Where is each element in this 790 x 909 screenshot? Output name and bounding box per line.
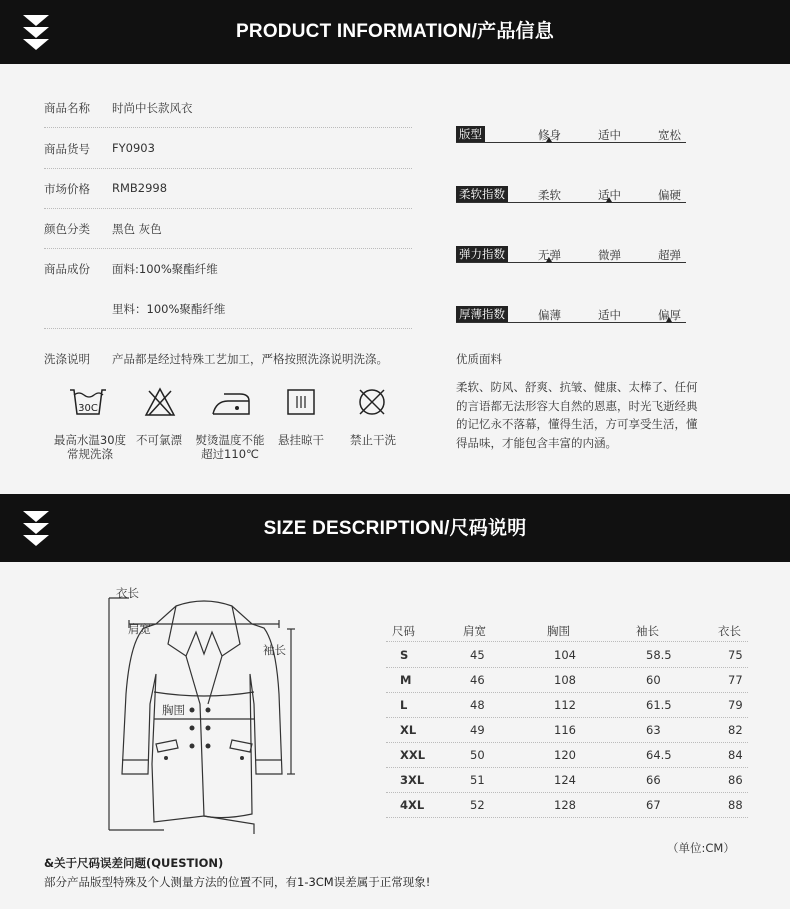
size-value-cell: 124 [554,773,576,787]
attr-label: 商品名称 [44,101,90,115]
scale-option: 偏薄 [538,308,561,322]
scale-option: 柔软 [538,188,561,202]
attr-label: 颜色分类 [44,222,90,236]
wash-text: 产品都是经过特殊工艺加工，严格按照洗涤说明洗涤。 [112,352,388,366]
fabric-description: 柔软、防风、舒爽、抗皱、健康、太棒了、任何的言语都无法形容大自然的恩惠，时光飞逝经典的记忆永不落幕，懂得生活，方可享受生活，懂得品味，才能包含丰富的内涵。 [456,380,698,450]
attr-value: RMB2998 [112,181,168,195]
size-header-cell: 尺码 [392,624,415,638]
size-value-cell: 112 [554,698,576,712]
scale-option: 偏厚 [658,308,681,322]
attr-value: 时尚中长款风衣 [112,101,193,115]
scale-option: 超弹 [658,248,681,262]
size-value-cell: 116 [554,723,576,737]
size-value-cell: 49 [470,723,485,737]
size-label-cell: M [400,673,412,687]
scale-option: 适中 [598,128,621,142]
size-value-cell: 63 [646,723,661,737]
notes-text: 部分产品版型特殊及个人测量方法的位置不同，有1-3CM误差属于正常现象! [44,875,431,889]
length-label: 衣长 [116,586,139,600]
section-title: SIZE DESCRIPTION/尺码说明 [263,518,527,539]
size-value-cell: 86 [728,773,743,787]
care-label-hang: 悬挂晾干 [278,433,324,447]
size-value-cell: 84 [728,748,743,762]
unit-note: （单位:CM） [667,841,735,855]
attr-label: 商品成份 [44,262,90,276]
size-header-cell: 衣长 [718,624,741,638]
size-value-cell: 45 [470,648,485,662]
attr-value: 黑色 灰色 [112,222,162,236]
attr-label: 商品货号 [44,142,90,156]
attr-value: FY0903 [112,141,155,155]
row-divider [386,767,748,768]
size-value-cell: 51 [470,773,485,787]
wash-temp-text: 30C [78,403,98,414]
size-header-cell: 肩宽 [463,624,486,638]
row-divider [44,248,412,249]
sleeve-label: 袖长 [263,643,286,657]
row-divider [386,717,748,718]
size-header-cell: 胸围 [547,624,570,638]
size-label-cell: 4XL [400,798,425,812]
scale-option: 修身 [538,128,561,142]
row-divider [386,641,748,642]
scale-selected-marker [606,197,612,202]
scale-line [456,202,686,203]
notes-title: &关于尺码误差问题(QUESTION) [44,856,224,870]
size-label-cell: L [400,698,408,712]
size-value-cell: 104 [554,648,576,662]
care-label-bleach: 不可氯漂 [136,433,182,447]
wash-30-icon [68,386,108,418]
scale-name: 厚薄指数 [456,306,508,322]
size-value-cell: 66 [646,773,661,787]
scale-selected-marker [666,317,672,322]
size-label-cell: S [400,648,409,662]
attr-value: 面料:100%聚酯纤维 [112,262,218,276]
product-info-banner [0,0,790,64]
scale-name: 弹力指数 [456,246,508,262]
care-label-wash: 最高水温30度 常规洗涤 [53,433,127,461]
row-divider [386,742,748,743]
scale-option: 适中 [598,308,621,322]
shoulder-label: 肩宽 [128,622,151,636]
scale-option: 宽松 [658,128,681,142]
scale-option: 微弹 [598,248,621,262]
size-value-cell: 61.5 [646,698,672,712]
size-value-cell: 75 [728,648,743,662]
size-value-cell: 48 [470,698,485,712]
scale-option: 偏硬 [658,188,681,202]
size-value-cell: 64.5 [646,748,672,762]
chest-label: 胸围 [162,703,185,717]
row-divider [44,127,412,128]
care-label-dry-clean: 禁止干洗 [350,433,396,447]
size-value-cell: 67 [646,798,661,812]
scale-option: 无弹 [538,248,561,262]
section-title: PRODUCT INFORMATION/产品信息 [236,21,554,42]
hang-dry-icon [286,388,316,416]
scale-line [456,322,686,323]
size-banner [0,494,790,562]
scale-name: 版型 [456,126,485,142]
iron-icon [210,389,252,417]
size-value-cell: 120 [554,748,576,762]
scale-name: 柔软指数 [456,186,508,202]
row-divider [44,168,412,169]
size-value-cell: 108 [554,673,576,687]
size-label-cell: XXL [400,748,426,762]
attr-label: 市场价格 [44,182,90,196]
size-label-cell: XL [400,723,417,737]
size-value-cell: 60 [646,673,661,687]
care-label-iron: 熨烫温度不能 超过110℃ [195,433,265,461]
row-divider [44,328,412,329]
size-header-cell: 袖长 [636,624,659,638]
scale-selected-marker [546,257,552,262]
row-divider [386,667,748,668]
size-label-cell: 3XL [400,773,425,787]
size-value-cell: 52 [470,798,485,812]
size-value-cell: 50 [470,748,485,762]
scale-option: 适中 [598,188,621,202]
size-value-cell: 82 [728,723,743,737]
row-divider [386,817,748,818]
scale-line [456,142,686,143]
size-value-cell: 79 [728,698,743,712]
row-divider [386,692,748,693]
row-divider [44,208,412,209]
row-divider [386,792,748,793]
scale-selected-marker [546,137,552,142]
size-value-cell: 46 [470,673,485,687]
no-bleach-icon [144,387,176,417]
size-value-cell: 58.5 [646,648,672,662]
wash-label: 洗涤说明 [44,352,90,366]
fabric-title: 优质面料 [456,352,502,366]
size-value-cell: 88 [728,798,743,812]
scale-line [456,262,686,263]
size-value-cell: 77 [728,673,743,687]
size-value-cell: 128 [554,798,576,812]
no-dry-clean-icon [357,387,387,417]
attr-value: 里料：100%聚酯纤维 [112,302,226,316]
